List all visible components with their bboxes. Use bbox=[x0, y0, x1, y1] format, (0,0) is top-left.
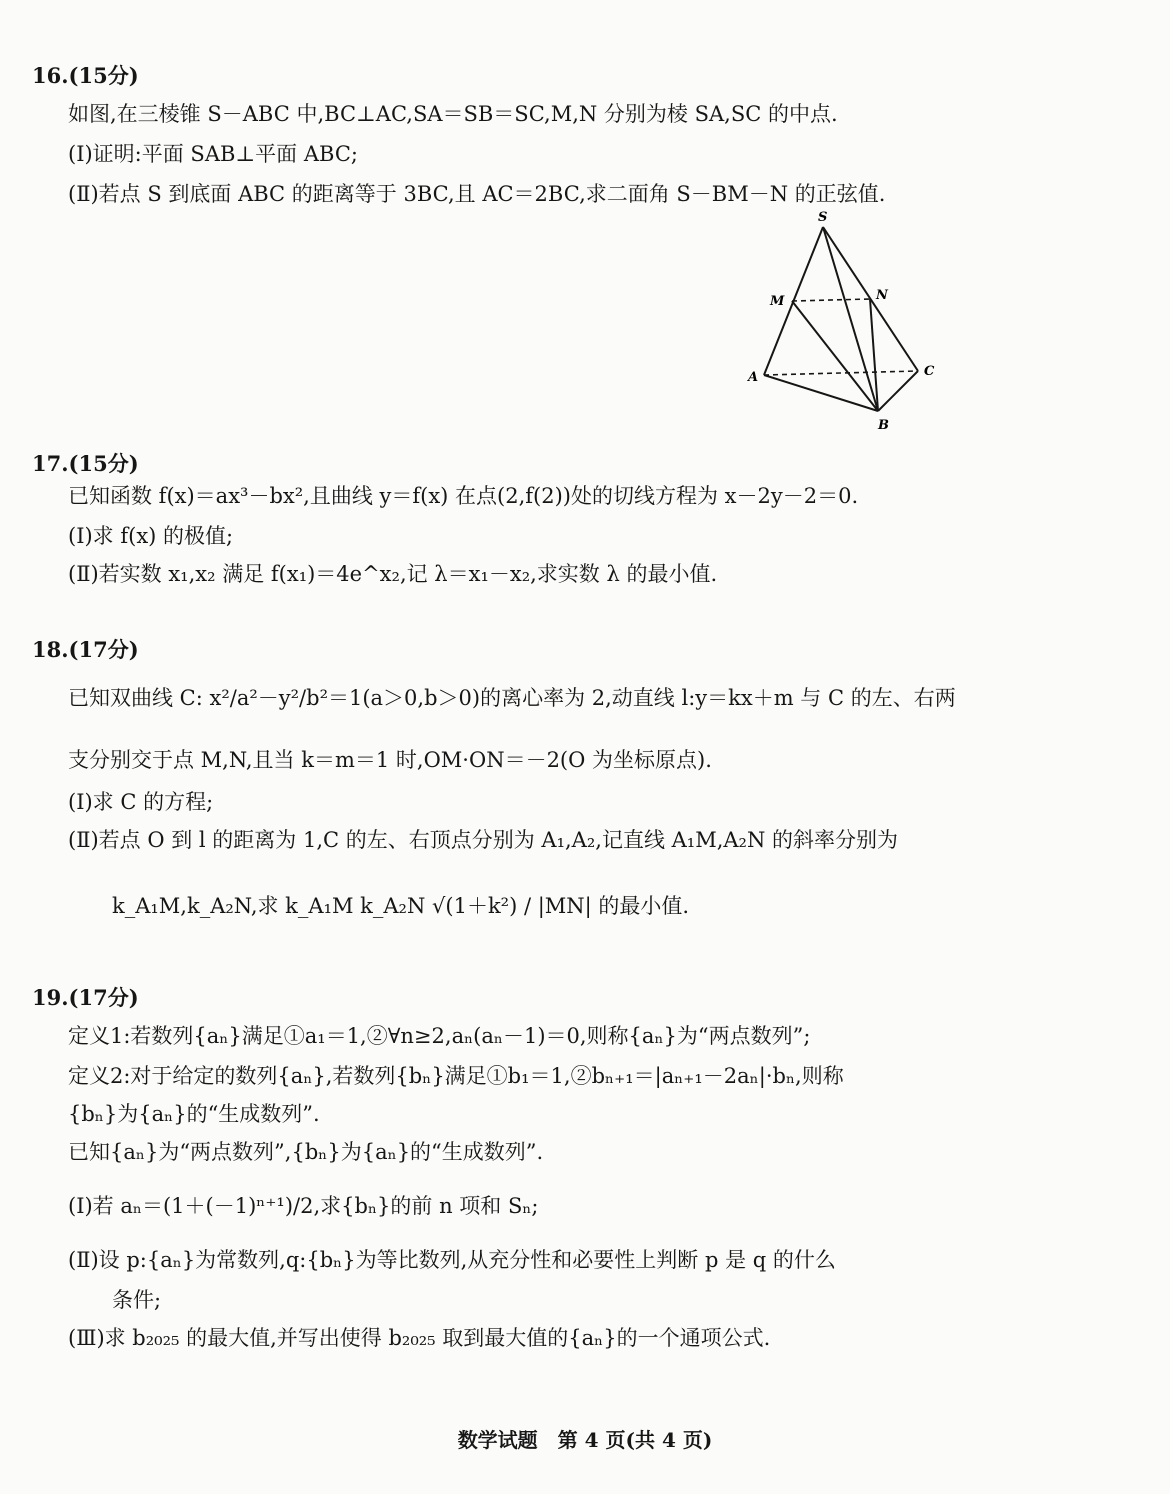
label-A: A bbox=[748, 370, 759, 385]
q19-part1: (Ⅰ)若 aₙ＝(1＋(－1)ⁿ⁺¹)/2,求{bₙ}的前 n 项和 Sₙ; bbox=[68, 1194, 539, 1218]
q19-known: 已知{aₙ}为“两点数列”,{bₙ}为{aₙ}的“生成数列”. bbox=[68, 1140, 544, 1164]
q19-heading: 19.(17分) bbox=[32, 985, 139, 1010]
q18-part1: (Ⅰ)求 C 的方程; bbox=[68, 790, 214, 814]
label-C: C bbox=[924, 364, 935, 379]
q18-part2-line2: k_A₁M,k_A₂N,求 k_A₁M k_A₂N √(1＋k²) / |MN| 的最小值. bbox=[112, 894, 690, 918]
tetrahedron-figure bbox=[740, 205, 950, 435]
q17-part1: (Ⅰ)求 f(x) 的极值; bbox=[68, 524, 234, 548]
q19-part2-line1: (Ⅱ)设 p:{aₙ}为常数列,q:{bₙ}为等比数列,从充分性和必要性上判断 p 是 q 的什么 bbox=[68, 1248, 836, 1272]
q16-heading: 16.(15分) bbox=[32, 63, 139, 88]
q19-definition1: 定义1:若数列{aₙ}满足①a₁＝1,②∀n≥2,aₙ(aₙ－1)＝0,则称{aₙ}为“两点数列”; bbox=[68, 1024, 811, 1048]
q19-part3: (Ⅲ)求 b₂₀₂₅ 的最大值,并写出使得 b₂₀₂₅ 取到最大值的{aₙ}的一个通项公式. bbox=[68, 1326, 771, 1350]
edge-AB bbox=[764, 375, 878, 411]
segment-MB bbox=[792, 301, 878, 411]
q18-stem-line2: 支分别交于点 M,N,且当 k＝m＝1 时,OM·ON＝－2(O 为坐标原点). bbox=[68, 748, 712, 772]
q17-heading: 17.(15分) bbox=[32, 451, 139, 476]
edge-AC bbox=[764, 371, 918, 375]
label-N: N bbox=[876, 288, 888, 303]
q17-part2: (Ⅱ)若实数 x₁,x₂ 满足 f(x₁)＝4e^x₂,记 λ＝x₁－x₂,求实数 λ 的最小值. bbox=[68, 562, 718, 586]
q19-part2-line2: 条件; bbox=[112, 1288, 162, 1312]
q18-part2-line1: (Ⅱ)若点 O 到 l 的距离为 1,C 的左、右顶点分别为 A₁,A₂,记直线 A₁M,A₂N 的斜率分别为 bbox=[68, 828, 899, 852]
q16-part1: (Ⅰ)证明:平面 SAB⊥平面 ABC; bbox=[68, 142, 358, 166]
q18-stem-line1: 已知双曲线 C: x²/a²－y²/b²＝1(a＞0,b＞0)的离心率为 2,动直线 l:y＝kx＋m 与 C 的左、右两 bbox=[68, 686, 956, 710]
label-M: M bbox=[770, 294, 785, 309]
edge-CB bbox=[878, 371, 918, 411]
q16-stem: 如图,在三棱锥 S－ABC 中,BC⊥AC,SA＝SB＝SC,M,N 分别为棱 SA,SC 的中点. bbox=[68, 102, 838, 126]
q18-heading: 18.(17分) bbox=[32, 637, 139, 662]
label-S: S bbox=[818, 210, 828, 225]
page-footer: 数学试题 第 4 页(共 4 页) bbox=[457, 1428, 713, 1452]
q16-part2: (Ⅱ)若点 S 到底面 ABC 的距离等于 3BC,且 AC＝2BC,求二面角 S－BM－N 的正弦值. bbox=[68, 182, 886, 206]
label-B: B bbox=[878, 418, 889, 433]
q17-stem: 已知函数 f(x)＝ax³－bx²,且曲线 y＝f(x) 在点(2,f(2))处的切线方程为 x－2y－2＝0. bbox=[68, 484, 859, 508]
q19-definition2-line1: 定义2:对于给定的数列{aₙ},若数列{bₙ}满足①b₁＝1,②bₙ₊₁＝|aₙ₊₁－2aₙ|·bₙ,则称 bbox=[68, 1064, 844, 1088]
segment-MN bbox=[792, 299, 870, 301]
edge-SB bbox=[823, 227, 878, 411]
q19-definition2-line2: {bₙ}为{aₙ}的“生成数列”. bbox=[68, 1102, 320, 1126]
